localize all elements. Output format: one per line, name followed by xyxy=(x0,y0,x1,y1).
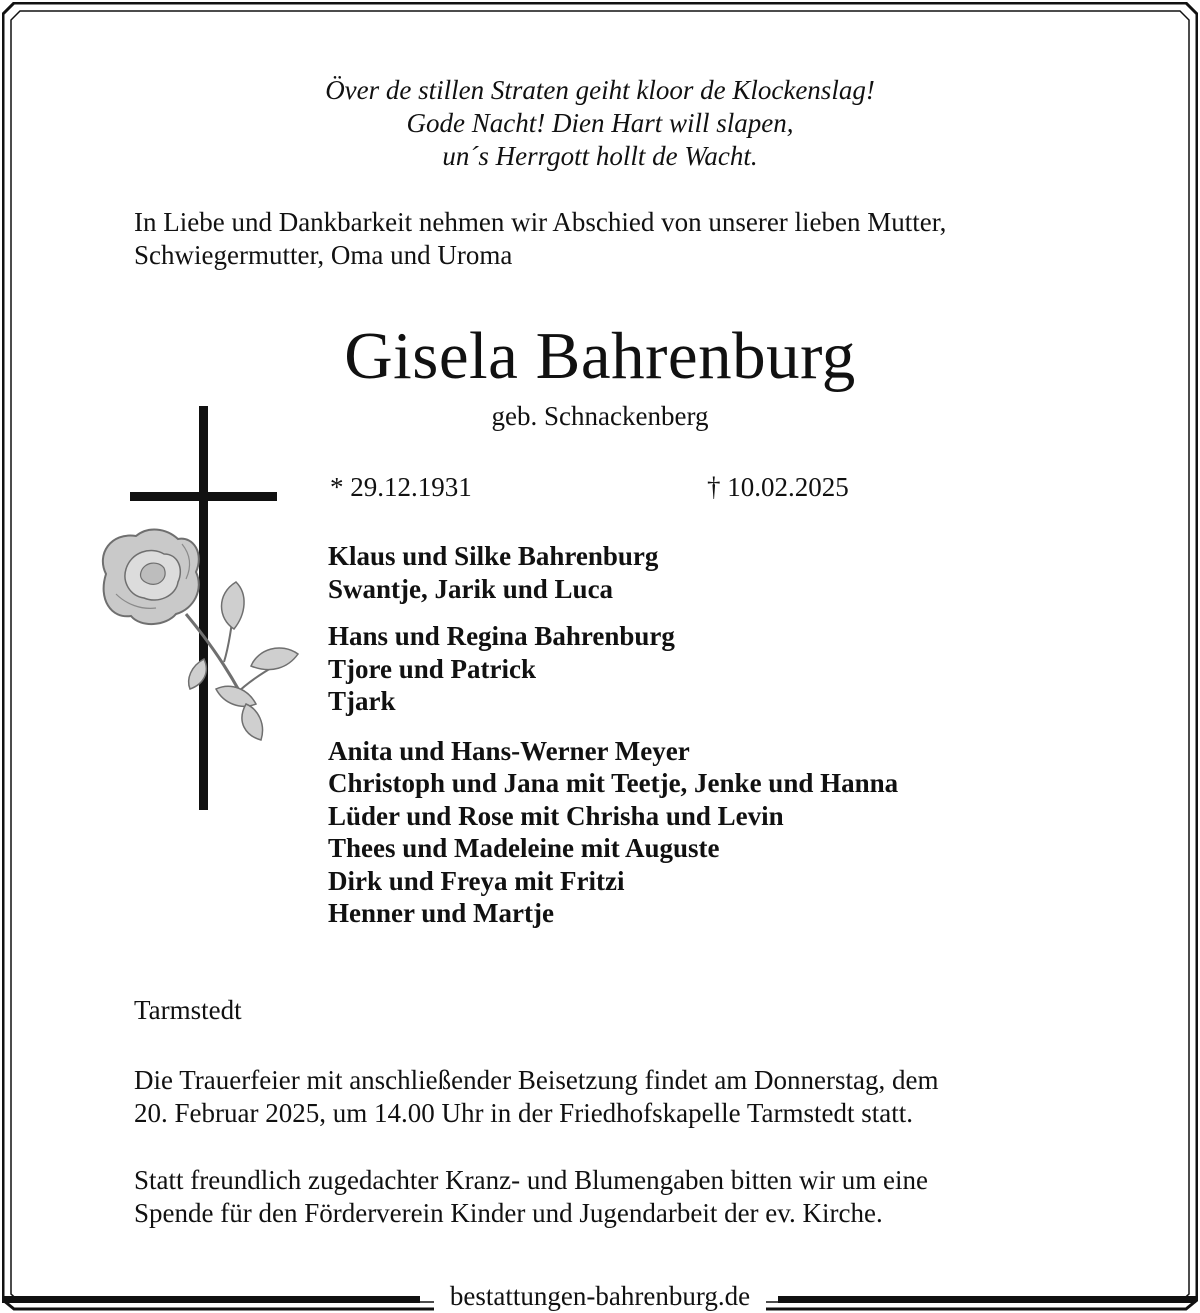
maiden-name: geb. Schnackenberg xyxy=(491,401,709,431)
family-member: Tjark xyxy=(328,686,396,716)
family-member: Tjore und Patrick xyxy=(328,653,536,684)
family-member: Thees und Madeleine mit Auguste xyxy=(328,833,720,863)
intro-line: Schwiegermutter, Oma und Uroma xyxy=(134,240,513,270)
family-member: Hans und Regina Bahrenburg xyxy=(328,621,675,651)
cross-rose-emblem xyxy=(86,404,316,814)
poem-line: Över de stillen Straten geiht kloor de Klockenslag! xyxy=(325,75,875,105)
family-group xyxy=(328,735,898,930)
poem-line: un´s Herrgott hollt de Wacht. xyxy=(442,141,758,171)
intro-line: In Liebe und Dankbarkeit nehmen wir Abschied von unserer lieben Mutter, xyxy=(134,207,947,237)
funeral-line: 20. Februar 2025, um 14.00 Uhr in der Friedhofskapelle Tarmstedt statt. xyxy=(134,1098,913,1128)
donation-notice xyxy=(134,1164,1074,1230)
donation-line: Spende für den Förderverein Kinder und Jugendarbeit der ev. Kirche. xyxy=(134,1198,883,1228)
website-footer xyxy=(0,1280,1200,1313)
poem xyxy=(0,74,1200,173)
death-date: † 10.02.2025 xyxy=(707,472,849,502)
donation-line: Statt freundlich zugedachter Kranz- und Blumengaben bitten wir um eine xyxy=(134,1165,928,1195)
poem-line: Gode Nacht! Dien Hart will slapen, xyxy=(406,108,794,138)
funeral-notice xyxy=(134,1064,1074,1130)
birth-date: * 29.12.1931 xyxy=(330,472,472,502)
family-member: Swantje, Jarik und Luca xyxy=(328,573,614,604)
family-member: Anita und Hans-Werner Meyer xyxy=(328,735,690,766)
website-link[interactable]: bestattungen-bahrenburg.de xyxy=(434,1281,766,1311)
family-member: Christoph und Jana mit Teetje, Jenke und Hanna xyxy=(328,768,899,798)
family-group xyxy=(328,620,898,718)
place: Tarmstedt xyxy=(134,995,242,1025)
family-group xyxy=(328,540,898,605)
funeral-line: Die Trauerfeier mit anschließender Beisetzung findet am Donnerstag, dem xyxy=(134,1065,939,1095)
deceased-name: Gisela Bahrenburg xyxy=(344,319,856,393)
cross-icon xyxy=(86,404,316,814)
intro-text xyxy=(134,206,1074,272)
family-member: Lüder und Rose mit Chrisha und Levin xyxy=(328,800,784,831)
family-member: Dirk und Freya mit Fritzi xyxy=(328,865,625,896)
family-member: Henner und Martje xyxy=(328,898,554,928)
family-list xyxy=(328,540,898,945)
family-member: Klaus und Silke Bahrenburg xyxy=(328,541,659,571)
